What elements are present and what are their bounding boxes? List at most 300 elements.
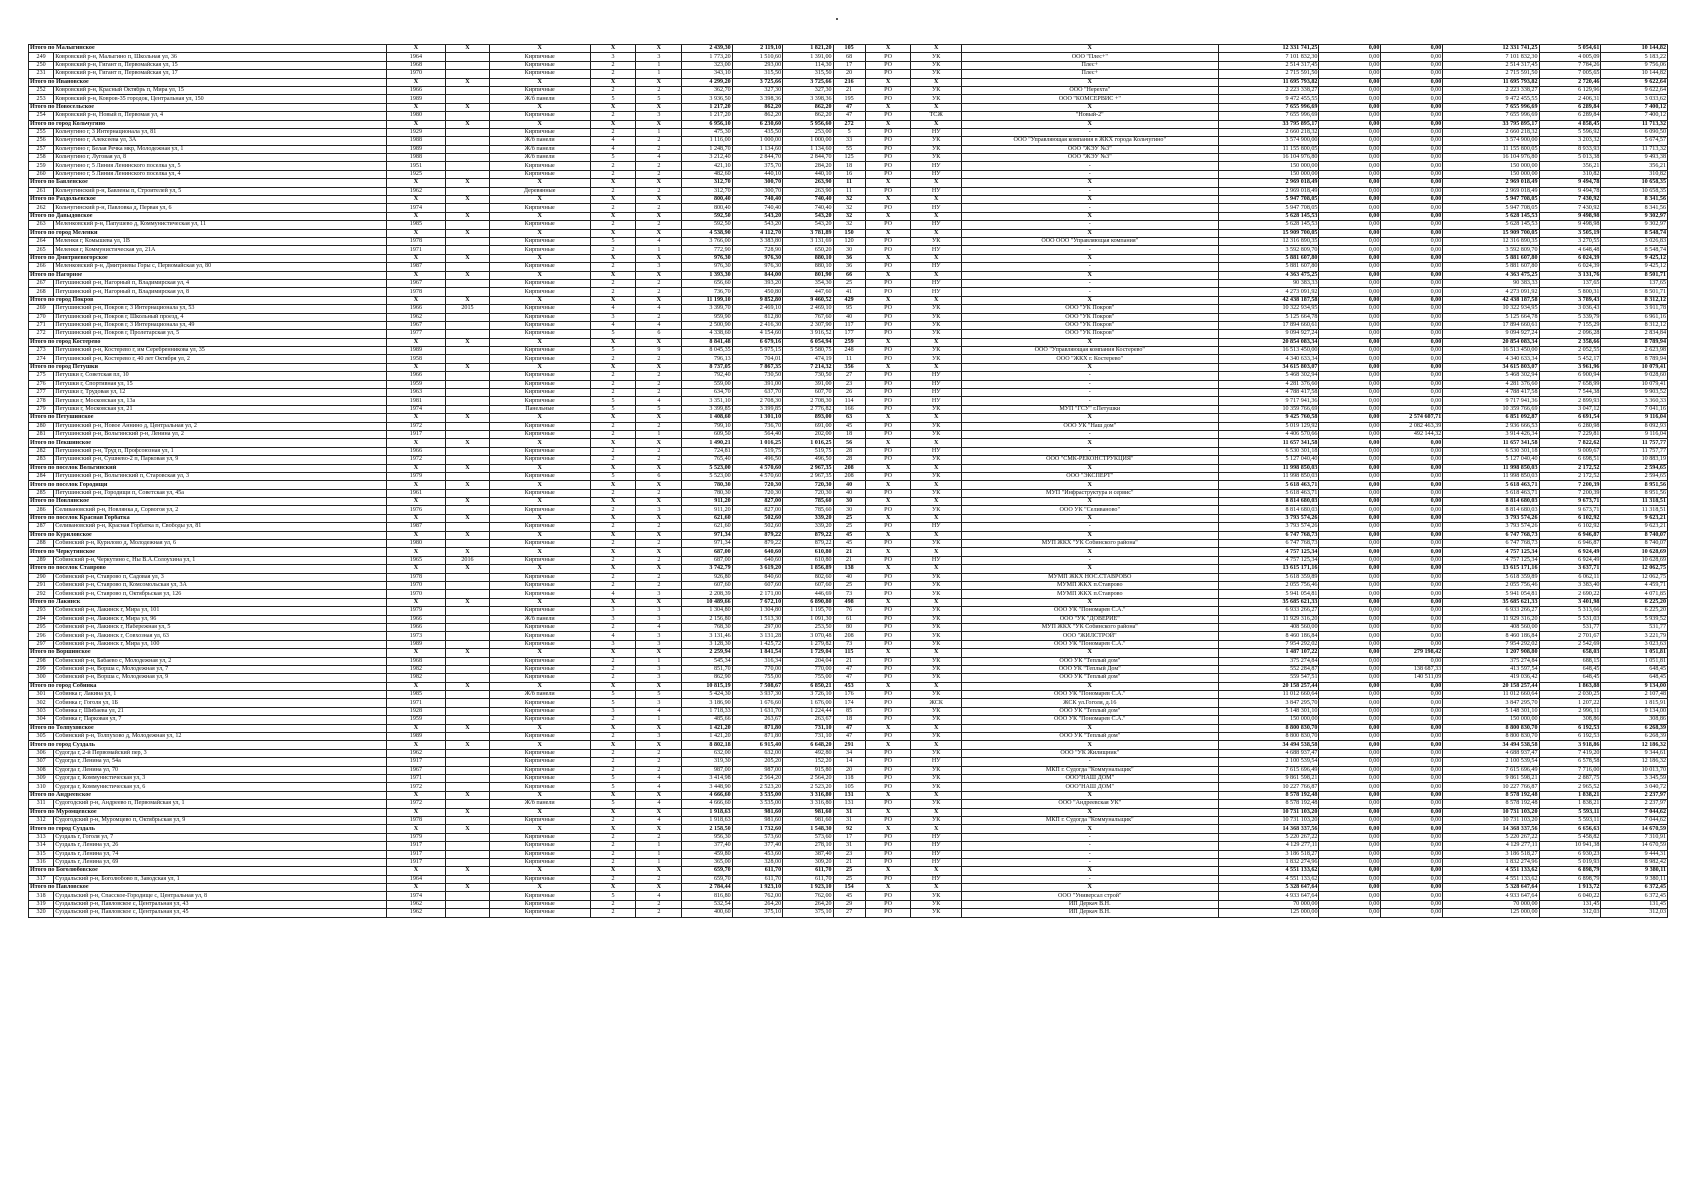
cell-col-19: 308,86 [1539, 716, 1601, 724]
cell-col-3: X [386, 808, 446, 816]
cell-col-8: 1 393,30 [682, 271, 732, 279]
cell-col-8: 421,10 [682, 162, 732, 170]
cell-col-19: 2 996,11 [1539, 707, 1601, 715]
cell-col-8: 2 158,50 [682, 825, 732, 833]
cell-col-14: X [961, 481, 1218, 489]
cell-col-14: X [961, 598, 1218, 606]
cell-col-17: 0,00 [1381, 296, 1443, 304]
cell-col-20: 5 674,57 [1601, 137, 1668, 145]
cell-col-20: 3 040,72 [1601, 783, 1668, 791]
cell-col-13: УК [911, 330, 961, 338]
cell-col-20: 9 028,60 [1601, 372, 1668, 380]
cell-col-13: УК [911, 733, 961, 741]
cell-col-5: Кирпичные [489, 321, 590, 329]
cell-col-3: X [386, 724, 446, 732]
cell-col-13: X [911, 808, 961, 816]
cell-col-5: X [489, 296, 590, 304]
cell-col-9: 640,60 [732, 556, 782, 564]
cell-col-20: 3 026,83 [1601, 237, 1668, 245]
cell-col-3: 1974 [386, 204, 446, 212]
cell-col-11: 80 [833, 623, 865, 631]
row-number: 299 [29, 665, 54, 673]
cell-col-7: 2 [636, 170, 682, 178]
cell-col-17: 0,00 [1381, 682, 1443, 690]
cell-col-6: 4 [590, 590, 636, 598]
cell-col-3: X [386, 196, 446, 204]
cell-col-10: 3 131,69 [783, 237, 833, 245]
cell-col-6: 2 [590, 523, 636, 531]
cell-col-20: 8 740,07 [1601, 540, 1668, 548]
cell-col-8: 2 439,30 [682, 45, 732, 53]
cell-col-14: X [961, 649, 1218, 657]
cell-col-9: 637,70 [732, 389, 782, 397]
cell-col-4: X [446, 78, 490, 86]
cell-col-11: 40 [833, 313, 865, 321]
cell-col-7: X [636, 741, 682, 749]
cell-col-4 [446, 330, 490, 338]
row-number: 290 [29, 573, 54, 581]
cell-col-8: 592,50 [682, 221, 732, 229]
house-row [29, 674, 1668, 682]
cell-col-13: X [911, 464, 961, 472]
cell-col-8: 792,40 [682, 372, 732, 380]
cell-col-17: 0,00 [1381, 154, 1443, 162]
cell-col-16: 0,00 [1319, 875, 1381, 883]
cell-col-13: УК [911, 640, 961, 648]
subtotal-name: Итого по поселок Ставрово [29, 565, 387, 573]
cell-col-16: 0,00 [1319, 699, 1381, 707]
cell-col-7: 2 [636, 573, 682, 581]
cell-col-20: 2 594,65 [1601, 472, 1668, 480]
cell-col-19: 2 701,67 [1539, 632, 1601, 640]
cell-col-19: 1 913,72 [1539, 884, 1601, 892]
cell-col-19: 3 131,76 [1539, 271, 1601, 279]
cell-col-17: 0,00 [1381, 749, 1443, 757]
cell-col-12: РО [865, 674, 911, 682]
cell-col-19: 5 593,11 [1539, 808, 1601, 816]
cell-col-14: ООО УК "Теплый дом" [961, 674, 1218, 682]
cell-col-18: 125 000,00 [1443, 909, 1539, 917]
row-number: 267 [29, 279, 54, 287]
cell-col-13: X [911, 884, 961, 892]
cell-col-19: 1 863,88 [1539, 682, 1601, 690]
cell-col-20: 10 628,69 [1601, 556, 1668, 564]
cell-col-12: РО [865, 70, 911, 78]
cell-col-15: 33 795 895,17 [1218, 120, 1319, 128]
cell-col-17: 2 574 607,71 [1381, 414, 1443, 422]
cell-col-9: 496,50 [732, 456, 782, 464]
cell-col-6: 4 [590, 145, 636, 153]
cell-col-14: ООО "ЭКСПЕРТ" [961, 472, 1218, 480]
cell-col-3: 1968 [386, 657, 446, 665]
cell-col-9: 607,60 [732, 582, 782, 590]
row-number: 288 [29, 540, 54, 548]
cell-col-20: 2 237,97 [1601, 791, 1668, 799]
cell-col-19: 2 096,28 [1539, 330, 1601, 338]
cell-col-10: 785,60 [783, 498, 833, 506]
cell-col-11: 453 [833, 682, 865, 690]
cell-col-19: 7 419,20 [1539, 749, 1601, 757]
cell-col-18: 11 929 316,20 [1443, 615, 1539, 623]
cell-col-19: 7 200,39 [1539, 481, 1601, 489]
cell-col-5: Ж/б панели [489, 95, 590, 103]
cell-col-18: 3 574 900,00 [1443, 137, 1539, 145]
cell-col-16: 0,00 [1319, 691, 1381, 699]
cell-col-3: 1966 [386, 447, 446, 455]
cell-col-20: 3 360,33 [1601, 397, 1668, 405]
cell-col-11: 28 [833, 447, 865, 455]
cell-col-16: 0,00 [1319, 481, 1381, 489]
house-row [29, 749, 1668, 757]
cell-col-10: 802,60 [783, 573, 833, 581]
cell-col-3: X [386, 464, 446, 472]
cell-col-6: 2 [590, 766, 636, 774]
cell-col-12: РО [865, 430, 911, 438]
cell-col-20: 7 400,12 [1601, 103, 1668, 111]
house-row [29, 447, 1668, 455]
cell-col-4 [446, 397, 490, 405]
cell-col-11: 17 [833, 833, 865, 841]
cell-col-8: 851,70 [682, 665, 732, 673]
cell-col-12: X [865, 598, 911, 606]
cell-col-10: 730,50 [783, 372, 833, 380]
cell-col-10: 3 916,52 [783, 330, 833, 338]
cell-col-16: 0,00 [1319, 758, 1381, 766]
cell-col-18: 35 685 621,33 [1443, 598, 1539, 606]
cell-col-18: 2 969 018,49 [1443, 179, 1539, 187]
cell-col-17: 492 144,32 [1381, 430, 1443, 438]
cell-col-14: ООО "Управляющая компания в ЖКХ города Кольчугино" [961, 137, 1218, 145]
house-row [29, 766, 1668, 774]
row-number: 319 [29, 900, 54, 908]
cell-col-8: 926,80 [682, 573, 732, 581]
cell-col-4: 2016 [446, 556, 490, 564]
cell-col-11: 105 [833, 783, 865, 791]
cell-col-11: 73 [833, 590, 865, 598]
cell-col-3: 1925 [386, 170, 446, 178]
subtotal-name: Итого по Куриловское [29, 531, 387, 539]
cell-col-11: 45 [833, 422, 865, 430]
subtotal-name: Итого по Воршинское [29, 649, 387, 657]
cell-col-10: 5 580,75 [783, 347, 833, 355]
cell-col-12: РО [865, 145, 911, 153]
cell-col-8: 2 784,44 [682, 884, 732, 892]
cell-col-5: Ж/б панели [489, 800, 590, 808]
cell-col-16: 0,00 [1319, 623, 1381, 631]
cell-col-13: X [911, 78, 961, 86]
cell-col-19: 8 933,93 [1539, 145, 1601, 153]
cell-col-3: X [386, 498, 446, 506]
cell-col-10: 2 776,82 [783, 405, 833, 413]
cell-col-5: Кирпичные [489, 246, 590, 254]
subtotal-name: Итого по Боголюбовское [29, 867, 387, 875]
cell-col-16: 0,00 [1319, 414, 1381, 422]
cell-col-4 [446, 170, 490, 178]
cell-col-6: X [590, 867, 636, 875]
cell-col-15: 4 406 570,66 [1218, 430, 1319, 438]
cell-col-4 [446, 590, 490, 598]
house-address: Собинский р-н, Лакинск г, Мира ул, 96 [54, 615, 386, 623]
cell-col-3: 1976 [386, 506, 446, 514]
cell-col-7: X [636, 498, 682, 506]
cell-col-10: 339,20 [783, 514, 833, 522]
cell-col-10: 915,80 [783, 766, 833, 774]
cell-col-9: 1 301,10 [732, 414, 782, 422]
cell-col-11: 177 [833, 330, 865, 338]
cell-col-5: X [489, 498, 590, 506]
cell-col-5: Кирпичные [489, 900, 590, 908]
cell-col-10: 354,30 [783, 279, 833, 287]
cell-col-6: 2 [590, 61, 636, 69]
cell-col-20: 9 344,61 [1601, 749, 1668, 757]
cell-col-5: X [489, 212, 590, 220]
cell-col-5: Кирпичные [489, 128, 590, 136]
cell-col-17: 0,00 [1381, 766, 1443, 774]
row-number: 316 [29, 858, 54, 866]
cell-col-16: 0,00 [1319, 338, 1381, 346]
cell-col-4: X [446, 363, 490, 371]
cell-col-7: 4 [636, 800, 682, 808]
cell-col-11: 47 [833, 103, 865, 111]
cell-col-18: 4 933 647,64 [1443, 892, 1539, 900]
row-number: 295 [29, 623, 54, 631]
cell-col-16: 0,00 [1319, 145, 1381, 153]
cell-col-5: Кирпичные [489, 842, 590, 850]
cell-col-12: X [865, 196, 911, 204]
cell-col-4: X [446, 498, 490, 506]
house-row [29, 321, 1668, 329]
cell-col-18: 11 998 850,03 [1443, 464, 1539, 472]
cell-col-8: 659,70 [682, 875, 732, 883]
cell-col-7: 4 [636, 816, 682, 824]
house-row [29, 523, 1668, 531]
cell-col-7: 3 [636, 665, 682, 673]
house-row [29, 112, 1668, 120]
cell-col-19: 3 047,12 [1539, 405, 1601, 413]
row-number: 313 [29, 833, 54, 841]
cell-col-3: X [386, 514, 446, 522]
cell-col-4: X [446, 338, 490, 346]
cell-col-13: УК [911, 145, 961, 153]
cell-col-6: X [590, 565, 636, 573]
cell-col-4 [446, 321, 490, 329]
cell-col-8: 3 742,79 [682, 565, 732, 573]
cell-col-17: 0,00 [1381, 514, 1443, 522]
cell-col-11: 195 [833, 95, 865, 103]
cell-col-16: 0,00 [1319, 170, 1381, 178]
cell-col-11: 30 [833, 506, 865, 514]
cell-col-16: 0,00 [1319, 816, 1381, 824]
cell-col-10: 2 307,90 [783, 321, 833, 329]
cell-col-4 [446, 86, 490, 94]
cell-col-20: 10 658,35 [1601, 179, 1668, 187]
subtotal-row [29, 229, 1668, 237]
house-row [29, 506, 1668, 514]
cell-col-18: 3 793 574,26 [1443, 514, 1539, 522]
cell-col-6: 3 [590, 615, 636, 623]
cell-col-7: X [636, 196, 682, 204]
cell-col-12: РО [865, 632, 911, 640]
cell-col-14: ООО "УК Жилищник" [961, 749, 1218, 757]
cell-col-14: ООО "Универсал строй" [961, 892, 1218, 900]
cell-col-5: Кирпичные [489, 766, 590, 774]
cell-col-16: 0,00 [1319, 858, 1381, 866]
cell-col-9: 264,20 [732, 900, 782, 908]
cell-col-9: 987,00 [732, 766, 782, 774]
cell-col-19: 5 452,17 [1539, 355, 1601, 363]
cell-col-9: 879,22 [732, 531, 782, 539]
cell-col-14: МУП ЖКХ "УК Собинского района" [961, 540, 1218, 548]
cell-col-8: 2 208,39 [682, 590, 732, 598]
house-address: Меленки г, Коммунистическая ул, 21А [54, 246, 386, 254]
cell-col-16: 0,00 [1319, 237, 1381, 245]
cell-col-17: 0,00 [1381, 397, 1443, 405]
cell-col-12: X [865, 565, 911, 573]
cell-col-8: 1 408,60 [682, 414, 732, 422]
cell-col-13: УК [911, 422, 961, 430]
cell-col-20: 11 713,32 [1601, 145, 1668, 153]
cell-col-5: X [489, 464, 590, 472]
cell-col-11: 117 [833, 321, 865, 329]
cell-col-10: 3 398,36 [783, 95, 833, 103]
cell-col-4 [446, 582, 490, 590]
scan-speck [836, 18, 838, 20]
house-row [29, 892, 1668, 900]
house-row [29, 405, 1668, 413]
cell-col-20: 12 186,32 [1601, 741, 1668, 749]
house-address: Петушки г, Московская ул, 21 [54, 405, 386, 413]
cell-col-16: 0,00 [1319, 305, 1381, 313]
cell-col-9: 736,70 [732, 422, 782, 430]
cell-col-20: 14 670,59 [1601, 825, 1668, 833]
cell-col-20: 12 062,75 [1601, 573, 1668, 581]
cell-col-5: X [489, 439, 590, 447]
house-address: Суздальский р-н, Павловское с, Центральная ул, 43 [54, 900, 386, 908]
row-number: 309 [29, 774, 54, 782]
cell-col-8: 485,66 [682, 716, 732, 724]
cell-col-10: 740,40 [783, 196, 833, 204]
cell-col-9: 4 570,60 [732, 472, 782, 480]
cell-col-18: 5 220 267,22 [1443, 833, 1539, 841]
cell-col-17: 0,00 [1381, 867, 1443, 875]
cell-col-15: 42 438 187,58 [1218, 296, 1319, 304]
cell-col-20: 9 380,11 [1601, 875, 1668, 883]
cell-col-18: 11 998 850,03 [1443, 472, 1539, 480]
cell-col-20: 7 044,62 [1601, 816, 1668, 824]
row-number: 231 [29, 70, 54, 78]
house-address: Судогда г, Коммунистическая ул, 3 [54, 774, 386, 782]
cell-col-7: 9 [636, 347, 682, 355]
cell-col-4 [446, 674, 490, 682]
cell-col-11: 76 [833, 607, 865, 615]
cell-col-13: X [911, 196, 961, 204]
cell-col-11: 61 [833, 615, 865, 623]
cell-col-9: 2 171,00 [732, 590, 782, 598]
cell-col-11: 11 [833, 187, 865, 195]
cell-col-18: 8 800 830,70 [1443, 733, 1539, 741]
row-number: 291 [29, 582, 54, 590]
cell-col-6: X [590, 363, 636, 371]
cell-col-20: 3 023,63 [1601, 640, 1668, 648]
cell-col-17: 0,00 [1381, 464, 1443, 472]
cell-col-15: 90 383,33 [1218, 279, 1319, 287]
cell-col-15: 9 472 455,55 [1218, 95, 1319, 103]
cell-col-19: 648,45 [1539, 674, 1601, 682]
cell-col-17: 0,00 [1381, 548, 1443, 556]
cell-col-14: МУМП ЖКХ п.Ставрово [961, 590, 1218, 598]
cell-col-15: 1 487 107,22 [1218, 649, 1319, 657]
cell-col-20: 11 318,51 [1601, 506, 1668, 514]
house-row [29, 430, 1668, 438]
row-number: 262 [29, 204, 54, 212]
cell-col-5: X [489, 229, 590, 237]
cell-col-9: 730,50 [732, 372, 782, 380]
cell-col-20: 9 425,12 [1601, 263, 1668, 271]
cell-col-12: РО [865, 305, 911, 313]
cell-col-15: 7 655 996,69 [1218, 112, 1319, 120]
cell-col-15: 1 832 274,96 [1218, 858, 1319, 866]
cell-col-14: - [961, 833, 1218, 841]
cell-col-4: X [446, 254, 490, 262]
cell-col-16: 0,00 [1319, 288, 1381, 296]
cell-col-19: 3 637,71 [1539, 565, 1601, 573]
cell-col-7: X [636, 296, 682, 304]
cell-col-19: 356,21 [1539, 162, 1601, 170]
subtotal-name: Итого по Лакинск [29, 598, 387, 606]
cell-col-7: X [636, 439, 682, 447]
cell-col-6: 2 [590, 749, 636, 757]
cell-col-12: РО [865, 162, 911, 170]
cell-col-11: 25 [833, 523, 865, 531]
cell-col-12: РО [865, 506, 911, 514]
row-number: 294 [29, 615, 54, 623]
cell-col-12: РО [865, 321, 911, 329]
cell-col-8: 1 718,33 [682, 707, 732, 715]
cell-col-20: 3 345,59 [1601, 774, 1668, 782]
cell-col-9: 375,10 [732, 909, 782, 917]
subtotal-row [29, 741, 1668, 749]
cell-col-20: 9 756,06 [1601, 61, 1668, 69]
cell-col-17: 0,00 [1381, 657, 1443, 665]
cell-col-8: 780,30 [682, 481, 732, 489]
cell-col-7: 4 [636, 305, 682, 313]
cell-col-11: 25 [833, 279, 865, 287]
cell-col-19: 1 207,22 [1539, 699, 1601, 707]
cell-col-11: 115 [833, 649, 865, 657]
house-address: Ковровский р-н, Красный Октябрь п, Мира ул, 15 [54, 86, 386, 94]
cell-col-11: 28 [833, 456, 865, 464]
cell-col-4 [446, 70, 490, 78]
cell-col-19: 2 965,52 [1539, 783, 1601, 791]
cell-col-17: 0,00 [1381, 774, 1443, 782]
cell-col-3: 1963 [386, 389, 446, 397]
subtotal-name: Итого по Новлянское [29, 498, 387, 506]
cell-col-18: 375 274,84 [1443, 657, 1539, 665]
cell-col-20: 9 622,64 [1601, 86, 1668, 94]
cell-col-4 [446, 61, 490, 69]
cell-col-9: 981,60 [732, 816, 782, 824]
cell-col-5: Кирпичные [489, 86, 590, 94]
cell-col-16: 0,00 [1319, 749, 1381, 757]
cell-col-10: 1 224,44 [783, 707, 833, 715]
cell-col-19: 6 102,92 [1539, 523, 1601, 531]
cell-col-10: 3 781,89 [783, 229, 833, 237]
cell-col-17: 0,00 [1381, 850, 1443, 858]
cell-col-19: 5 013,38 [1539, 154, 1601, 162]
subtotal-name: Итого по Малыгинское [29, 45, 387, 53]
cell-col-6: X [590, 78, 636, 86]
cell-col-9: 879,22 [732, 540, 782, 548]
